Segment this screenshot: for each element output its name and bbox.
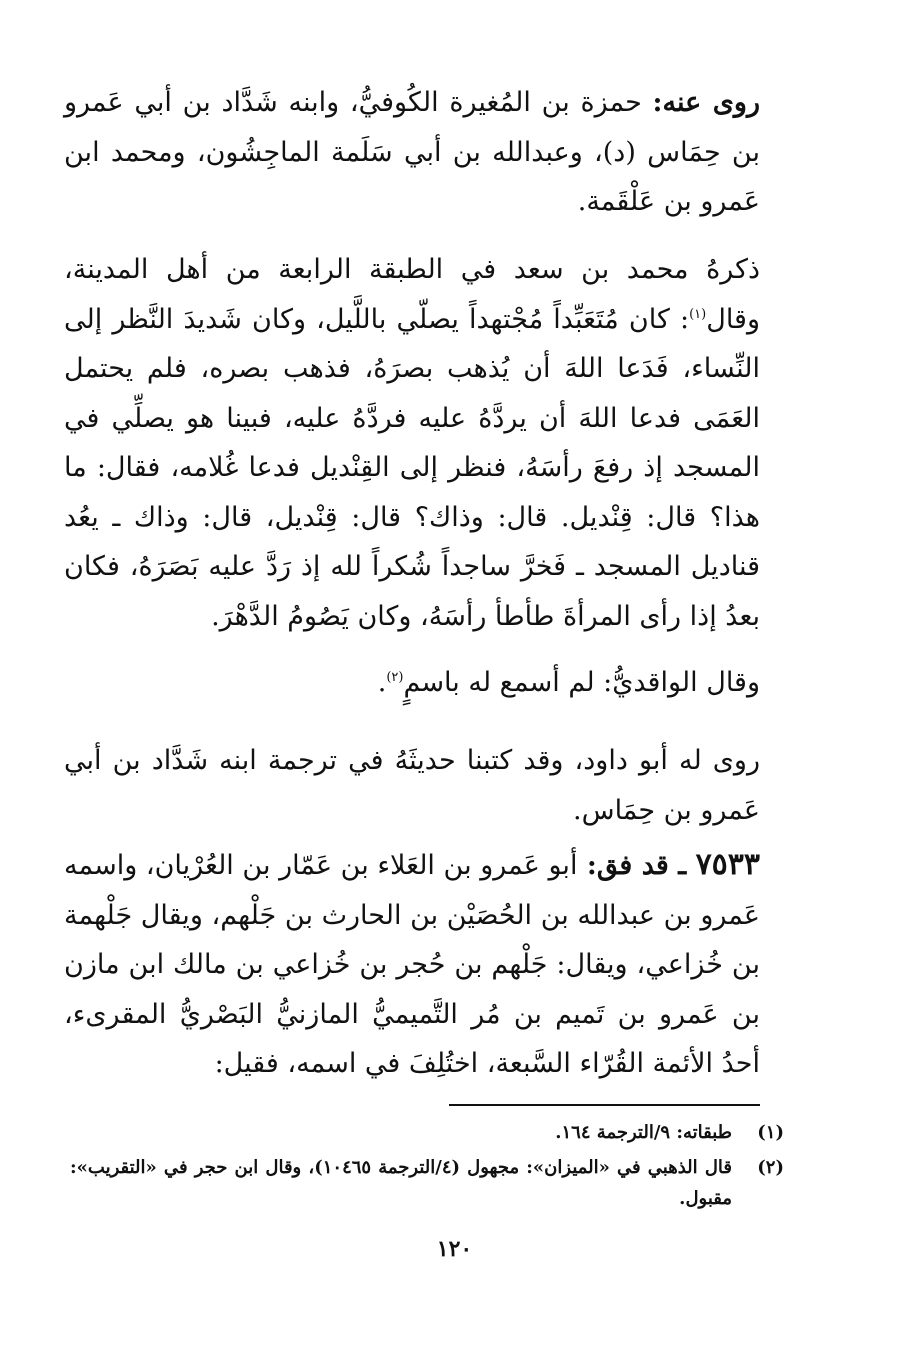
- paragraph-text: روى له أبو داود، وقد كتبنا حديثَهُ في ترجمة ابنه شَدَّاد بن أبي عَمرو بن حِمَاس.: [64, 745, 760, 826]
- footnote-item: [70, 1117, 784, 1148]
- footnotes-section: [70, 1117, 784, 1218]
- paragraph-narrators: [64, 78, 760, 227]
- paragraph-text: : كان مُتَعَبِّداً مُجْتهداً يصلّي باللَّيل، وكان شَديدَ النَّظر إلى النِّساء، فَدَعا اللهَ أن يُذهب بصرَهُ، فذهب بصره، فلم يحتمل العَمَى فدعا اللهَ أن يردَّهُ عليه فردَّهُ عليه، فبينا هو يصلِّي في المسجد إذ رفعَ رأسَهُ، فنظر إلى القِنْديل فدعا غُلامه، فقال: ما هذا؟ قال: قِنْديل. قال: وذاك؟ قال: قِنْديل، قال: وذاك ـ يعُد قناديل المسجد ـ فَخرَّ ساجداً شُكراً لله إذ رَدَّ عليه بَصَرَهُ، فكان بعدُ إذا رأى المرأةَ طأطأ رأسَهُ، وكان يَصُومُ الدَّهْرَ.: [64, 303, 760, 632]
- footnote-divider: [449, 1104, 760, 1106]
- footnote-text: طبقاته: ٩/الترجمة ١٦٤.: [555, 1122, 732, 1143]
- footnote-reference[interactable]: (٢): [386, 670, 404, 685]
- footnote-text: قال الذهبي في «الميزان»: مجهول (٤/الترجمة ١٠٤٦٥)، وقال ابن حجر في «التقريب»: مقبول.: [70, 1157, 732, 1209]
- paragraph-biography: [64, 245, 760, 641]
- paragraph-lead: روى عنه:: [652, 87, 760, 118]
- footnote-number: (٢): [757, 1157, 784, 1178]
- page-number: ١٢٠: [436, 1236, 473, 1262]
- paragraph-text: .: [377, 667, 387, 698]
- footnote-number: (١): [757, 1122, 784, 1143]
- paragraph-text: حمزة بن المُغيرة الكُوفيُّ، وابنه شَدَّاد بن أبي عَمرو بن حِمَاس (د)، وعبدالله بن أبي سَلَمة الماجِشُون، ومحمد ابن عَمرو بن عَلْقَمة.: [64, 87, 760, 217]
- footnote-item: [70, 1152, 784, 1214]
- entry-7533: [64, 840, 760, 1089]
- paragraph-waqidi: [64, 658, 760, 708]
- footnote-reference[interactable]: (١): [689, 306, 707, 322]
- paragraph-text: ذكرهُ محمد بن سعد في الطبقة الرابعة من أهل المدينة، وقال: [64, 254, 760, 335]
- entry-number: ٧٥٣٣: [695, 847, 761, 882]
- paragraph-abu-dawud: [64, 736, 760, 835]
- paragraph-text: أبو عَمرو بن العَلاء بن عَمّار بن العُرْيان، واسمه عَمرو بن عبدالله بن الحُصَيْن بن الحارث بن جَلْهم، ويقال جَلْهمة بن خُزاعي، ويقال: جَلْهم بن حُجر بن خُزاعي بن مالك ابن مازن بن عَمرو بن تَميم بن مُر التَّميميُّ المازنيُّ البَصْريُّ المقرىء، أحدُ الأئمة القُرّاء السَّبعة، اختُلِفَ في اسمه، فقيل:: [64, 850, 760, 1079]
- entry-symbols: ـ قد فق:: [577, 850, 696, 881]
- paragraph-text: وقال الواقديُّ: لم أسمع له باسمٍ: [403, 667, 760, 698]
